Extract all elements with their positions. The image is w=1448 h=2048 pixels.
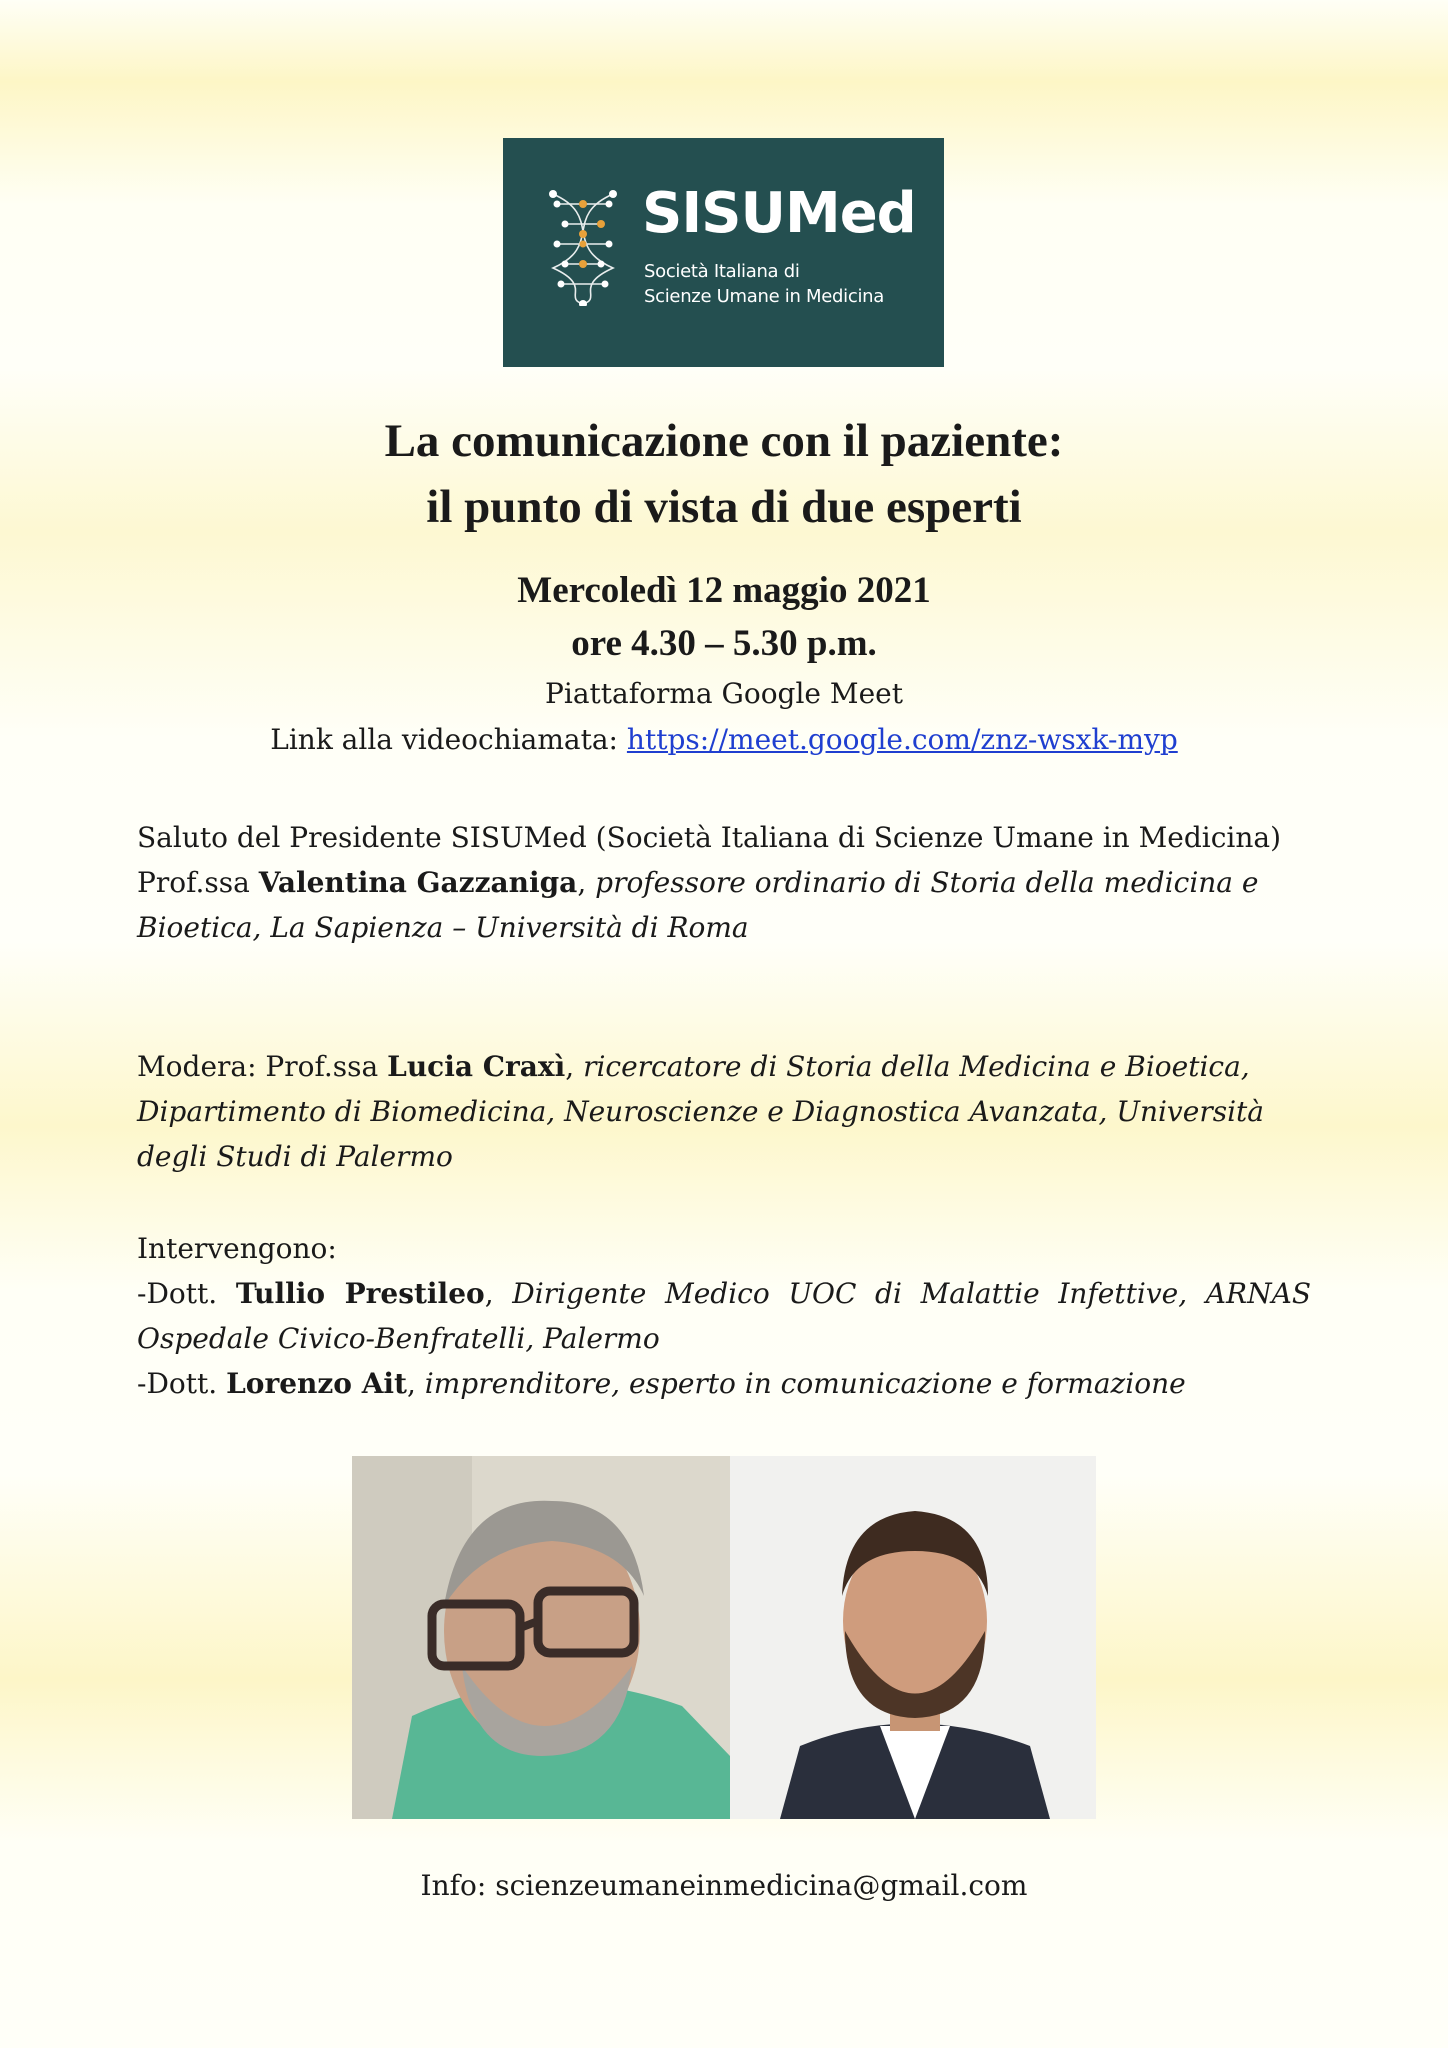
title-line2: il punto di vista di due esperti bbox=[426, 481, 1022, 533]
speaker-1-name: Tullio Prestileo bbox=[235, 1277, 485, 1310]
logo-subtitle-line1: Società Italiana di bbox=[644, 261, 800, 282]
greeting-name: Valentina Gazzaniga bbox=[258, 866, 578, 899]
moderator-separator: , bbox=[565, 1050, 584, 1083]
link-label: Link alla videochiamata: bbox=[270, 723, 627, 756]
speaker-2-role: imprenditore, esperto in comunicazione e formazione bbox=[424, 1367, 1186, 1400]
greeting-speaker bbox=[137, 860, 1311, 950]
logo-name: SISUMed bbox=[642, 181, 916, 246]
dna-helix-icon bbox=[543, 186, 623, 306]
speaker-2-prefix: -Dott. bbox=[137, 1367, 227, 1400]
event-platform: Piattaforma Google Meet bbox=[545, 677, 903, 710]
moderator-role: ricercatore di Storia della Medicina e Bioetica, Dipartimento di Biomedicina, Neuroscienze e Diagnostica Avanzata, Università degli Studi di Palermo bbox=[137, 1050, 1264, 1173]
event-time: ore 4.30 – 5.30 p.m. bbox=[571, 623, 877, 664]
moderator-label: Modera: Prof.ssa bbox=[137, 1050, 388, 1083]
moderator-section bbox=[137, 1044, 1311, 1179]
meeting-link[interactable]: https://meet.google.com/znz-wsxk-myp bbox=[626, 723, 1178, 756]
speakers-heading: Intervengono: bbox=[137, 1232, 337, 1265]
speaker-2 bbox=[137, 1361, 1311, 1406]
speaker-photos bbox=[352, 1456, 1096, 1819]
title-line1: La comunicazione con il paziente: bbox=[384, 415, 1064, 467]
speaker-1 bbox=[137, 1271, 1311, 1316]
greeting-separator: , bbox=[577, 866, 596, 899]
greeting-section bbox=[137, 815, 1311, 950]
speaker-2-name: Lorenzo Ait bbox=[226, 1367, 407, 1400]
speaker-2-separator: , bbox=[406, 1367, 425, 1400]
speaker-1-role-line2: Ospedale Civico-Benfratelli, Palermo bbox=[137, 1322, 660, 1355]
speaker-1-role-cont bbox=[137, 1316, 1311, 1361]
speaker-1-role: Dirigente Medico UOC di Malattie Infettive, ARNAS bbox=[512, 1277, 1311, 1310]
photo-tullio-prestileo bbox=[352, 1456, 730, 1819]
greeting-intro: Saluto del Presidente SISUMed (Società Italiana di Scienze Umane in Medicina) bbox=[137, 821, 1281, 854]
event-title bbox=[0, 408, 1448, 540]
greeting-title-prefix: Prof.ssa bbox=[137, 866, 259, 899]
sisumed-logo bbox=[503, 138, 944, 367]
photo-lorenzo-ait bbox=[730, 1456, 1096, 1819]
meeting-link-line bbox=[0, 719, 1448, 761]
logo-subtitle-line2: Scienze Umane in Medicina bbox=[644, 286, 884, 307]
greeting-role: professore ordinario di Storia della medicina e Bioetica, La Sapienza – Università di Roma bbox=[137, 866, 1259, 944]
moderator-name: Lucia Craxì bbox=[387, 1050, 566, 1083]
info-email: Info: scienzeumaneinmedicina@gmail.com bbox=[420, 1869, 1028, 1902]
moderator-line bbox=[137, 1044, 1311, 1179]
speaker-1-prefix: -Dott. bbox=[137, 1277, 236, 1310]
speaker-1-separator: , bbox=[484, 1277, 513, 1310]
event-date: Mercoledì 12 maggio 2021 bbox=[517, 570, 931, 611]
logo-subtitle bbox=[644, 259, 884, 309]
speakers-section bbox=[137, 1226, 1311, 1406]
